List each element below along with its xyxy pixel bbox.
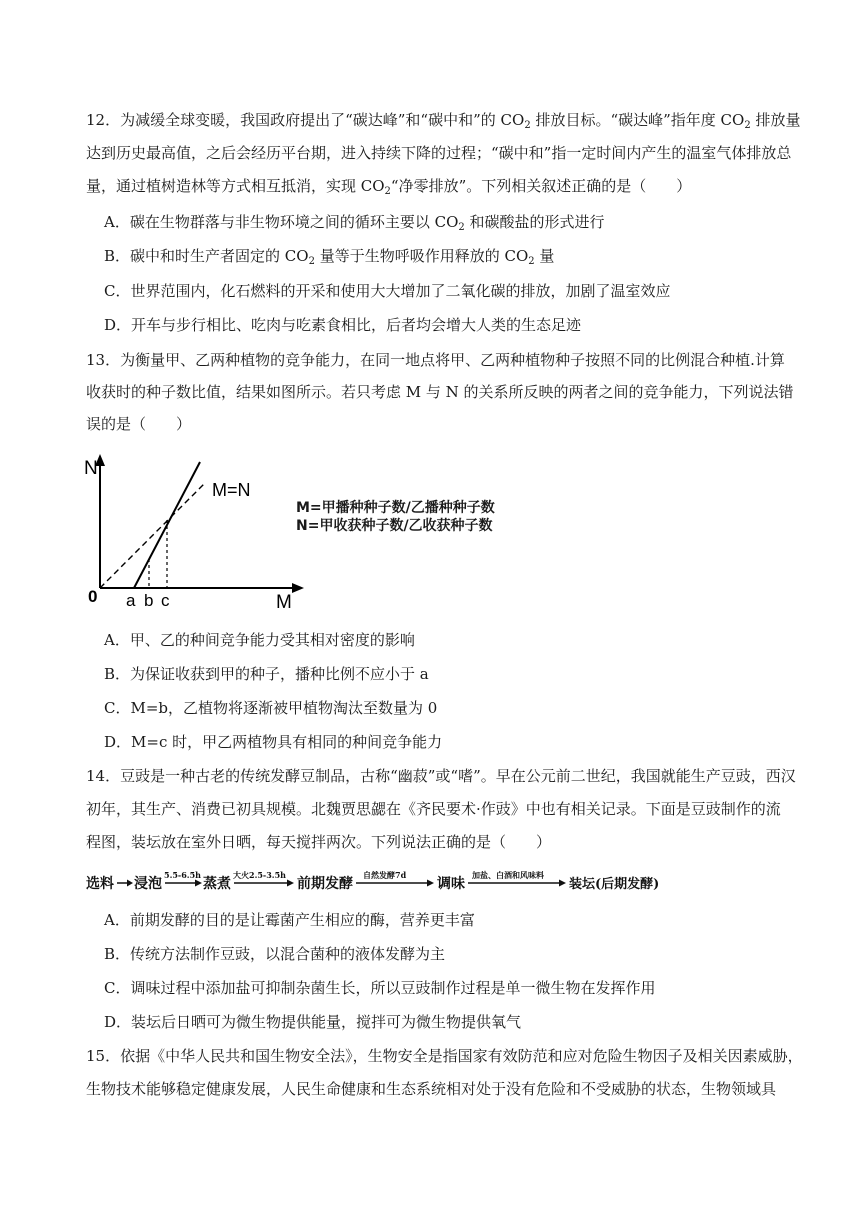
flow-arrow-4-head-icon — [427, 880, 434, 887]
flow-step-soak: 浸泡 — [134, 876, 162, 892]
flow-step-season: 调味 — [437, 876, 465, 892]
q14-option-a: A．前期发酵的目的是让霉菌产生相应的酶，营养更丰富 — [104, 911, 475, 929]
q13-line-3: 误的是（ ） — [86, 415, 192, 433]
q12-option-c: C．世界范围内，化石燃料的开采和使用大大增加了二氧化碳的排放，加剧了温室效应 — [104, 282, 671, 300]
equality-line — [100, 482, 206, 588]
q13-line-1: 13．为衡量甲、乙两种植物的竞争能力，在同一地点将甲、乙两种植物种子按照不同的比例混合种植.计算 — [86, 351, 785, 369]
flow-arrow-5-head-icon — [559, 880, 566, 887]
flow-step-steam: 蒸煮 — [203, 876, 231, 892]
q12-line-1: 12．为减缓全球变暖，我国政府提出了“碳达峰”和“碳中和”的 $CO_2$ 排放目标。“碳达峰”指年度 $CO_2$ 排放量 — [86, 111, 801, 131]
q13-option-b: B．为保证收获到甲的种子，播种比例不应小于 a — [104, 665, 429, 683]
x-axis-label: M — [276, 592, 292, 613]
q13-option-d: D．M=c 时，甲乙两植物具有相同的种间竞争能力 — [104, 733, 443, 751]
q14-option-c: C．调味过程中添加盐可抑制杂菌生长，所以豆豉制作过程是单一微生物在发挥作用 — [104, 979, 656, 997]
flow-arrow-4-label: 自然发酵7d — [363, 870, 407, 880]
q13-option-c: C．M=b，乙植物将逐渐被甲植物淘汰至数量为 0 — [104, 699, 438, 717]
flow-arrow-2-label: 5.5-6.5h — [164, 870, 201, 880]
douchi-process-flowchart — [86, 866, 676, 894]
q12-option-d: D．开车与步行相比、吃肉与吃素食相比，后者均会增大人类的生态足迹 — [104, 316, 582, 334]
q13-option-a: A．甲、乙的种间竞争能力受其相对密度的影响 — [104, 631, 415, 649]
q12-line-3: 量，通过植树造林等方式相互抵消，实现 $CO_2“$净零排放”。下列相关叙述正确的是（ ） — [86, 177, 692, 197]
legend-n-definition: N=甲收获种子数/乙收获种子数 — [296, 518, 493, 534]
q15-line-2: 生物技术能够稳定健康发展，人民生命健康和生态系统相对处于没有危险和不受威胁的状态，生物领域具 — [86, 1080, 777, 1098]
tick-a-label: a — [126, 591, 136, 610]
q14-line-1: 14．豆豉是一种古老的传统发酵豆制品，古称“幽菽”或“嗜”。早在公元前二世纪，我国就能生产豆豉，西汉 — [86, 767, 796, 785]
flow-arrow-1-head-icon — [127, 880, 133, 887]
legend-m-definition: M=甲播种种子数/乙播种种子数 — [296, 500, 495, 516]
competition-graph — [84, 452, 314, 614]
flow-step-select: 选料 — [86, 876, 114, 892]
equality-line-label: M=N — [212, 480, 251, 500]
x-axis-arrow-icon — [292, 583, 304, 593]
flow-step-jar: 装坛(后期发酵) — [569, 877, 660, 892]
flow-step-pre-ferment: 前期发酵 — [297, 876, 353, 892]
q12-option-b: B．碳中和时生产者固定的 $CO_2$ 量等于生物呼吸作用释放的 $CO_2$ 量 — [104, 247, 555, 267]
origin-label: 0 — [88, 587, 98, 606]
tick-c-label: c — [161, 591, 170, 610]
y-axis-label: N — [84, 458, 98, 479]
q12-line-2: 达到历史最高值，之后会经历平台期，进入持续下降的过程；“碳中和”指一定时间内产生的温室气体排放总 — [86, 144, 792, 162]
q14-line-2: 初年，其生产、消费已初具规模。北魏贾思勰在《齐民要术·作豉》中也有相关记录。下面是豆豉制作的流 — [86, 800, 781, 818]
tick-b-label: b — [144, 591, 154, 610]
q14-option-b: B．传统方法制作豆豉，以混合菌种的液体发酵为主 — [104, 945, 446, 963]
flow-arrow-5-label: 加盐、白酒和风味料 — [472, 870, 544, 880]
q13-line-2: 收获时的种子数比值，结果如图所示。若只考虑 M 与 N 的关系所反映的两者之间的竞争能力，下列说法错 — [86, 383, 794, 401]
q14-option-d: D．装坛后日晒可为微生物提供能量，搅拌可为微生物提供氧气 — [104, 1013, 522, 1031]
q14-line-3: 程图，装坛放在室外日晒，每天搅拌两次。下列说法正确的是（ ） — [86, 833, 552, 851]
flow-arrow-3-label: 大火2.5-3.5h — [233, 870, 286, 880]
q12-option-a: A．碳在生物群落与非生物环境之间的循环主要以 $CO_2$ 和碳酸盐的形式进行 — [104, 213, 605, 233]
flow-arrow-3-head-icon — [287, 880, 294, 887]
q15-line-1: 15．依据《中华人民共和国生物安全法》，生物安全是指国家有效防范和应对危险生物因子及相关因素威胁， — [86, 1047, 803, 1065]
flow-arrow-2-head-icon — [195, 880, 202, 887]
